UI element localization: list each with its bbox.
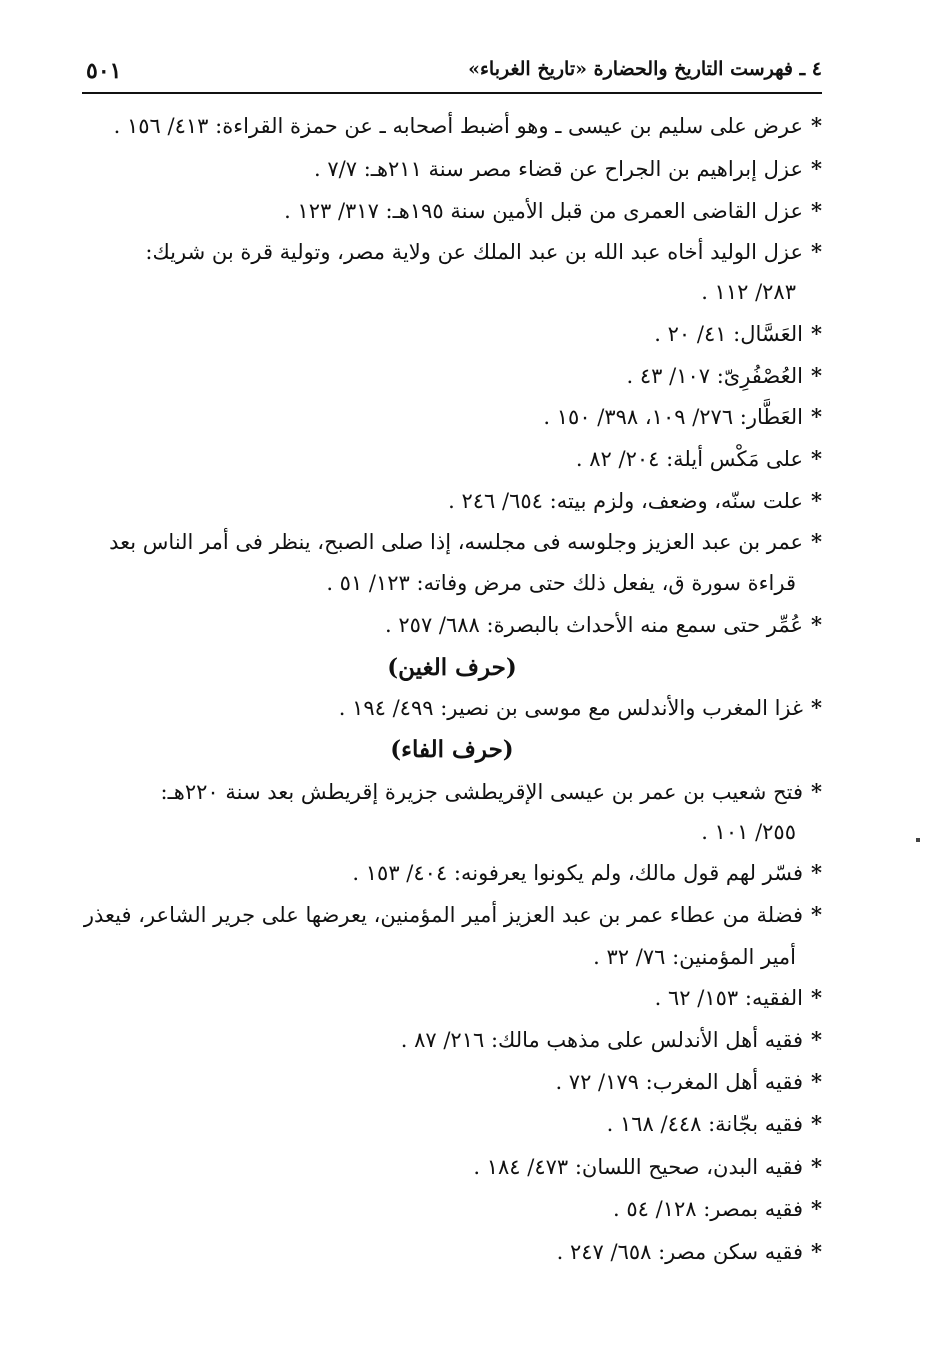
bullet-marker: *	[811, 198, 822, 223]
entry-text: علت سنّه، وضعف، ولزم بيته: ٦٥٤/ ٢٤٦ .	[448, 489, 804, 513]
bullet-marker: *	[811, 239, 822, 264]
entry-text: قراءة سورة ق، يفعل ذلك حتى مرض وفاته: ١٢٣/ ٥١ .	[326, 571, 796, 595]
entry-text: عمر بن عبد العزيز وجلوسه فى مجلسه، إذا صلى الصبح، ينظر فى أمر الناس بعد	[109, 530, 804, 554]
page-header	[82, 52, 822, 94]
entry-text: عزل إبراهيم بن الجراح عن قضاء مصر سنة ٢١١هـ: ٧/٧ .	[314, 157, 804, 181]
index-entry	[92, 688, 822, 728]
index-entry	[92, 481, 822, 521]
page-number: ٥٠١	[86, 58, 122, 84]
bullet-marker: *	[811, 1111, 822, 1136]
index-entry	[92, 1062, 822, 1102]
entry-text: أمير المؤمنين: ٧٦/ ٣٢ .	[593, 945, 796, 969]
index-entry	[92, 149, 822, 189]
entry-text: فقيه أهل الأندلس على مذهب مالك: ٢١٦/ ٨٧ .	[400, 1028, 804, 1052]
index-entry	[92, 522, 822, 562]
index-entry-continuation	[96, 272, 796, 312]
bullet-marker: *	[811, 779, 822, 804]
index-entry	[92, 356, 822, 396]
entry-text: فقيه سكن مصر: ٦٥٨/ ٢٤٧ .	[556, 1240, 804, 1264]
index-entry-continuation	[96, 563, 796, 603]
bullet-marker: *	[811, 985, 822, 1010]
entry-text: العَطَّار: ٢٧٦/ ١٠٩، ٣٩٨/ ١٥٠ .	[543, 405, 804, 429]
index-entry	[83, 895, 822, 935]
entry-text: فسّر لهم قول مالك، ولم يكونوا يعرفونه: ٤٠٤/ ١٥٣ .	[352, 861, 804, 885]
running-title: ٤ ـ فهرست التاريخ والحضارة «تاريخ الغرباء»	[468, 58, 822, 80]
section-heading: (حرف الغين)	[387, 654, 517, 681]
index-entry	[92, 978, 822, 1018]
bullet-marker: *	[811, 156, 822, 181]
entry-text: فقيه البدن، صحيح اللسان: ٤٧٣/ ١٨٤ .	[473, 1155, 804, 1179]
index-entry-continuation	[96, 937, 796, 977]
bullet-marker: *	[811, 860, 822, 885]
index-entry	[92, 191, 822, 231]
bullet-marker: *	[811, 488, 822, 513]
entry-text: فقيه بجّانة: ٤٤٨/ ١٦٨ .	[606, 1112, 804, 1136]
bullet-marker: *	[811, 612, 822, 637]
bullet-marker: *	[811, 902, 822, 927]
index-entry	[92, 605, 822, 645]
entry-text: فضلة من عطاء عمر بن عبد العزيز أمير المؤمنين، يعرضها على جرير الشاعر، فيعذر	[83, 903, 804, 927]
entry-text: العُصْفُرِىّ: ١٠٧/ ٤٣ .	[626, 364, 804, 388]
entry-text: ٢٥٥/ ١٠١ .	[701, 820, 796, 844]
bullet-marker: *	[811, 529, 822, 554]
scan-speck	[916, 838, 920, 842]
bullet-marker: *	[811, 446, 822, 471]
bullet-marker: *	[811, 1069, 822, 1094]
index-entry	[92, 314, 822, 354]
index-entry	[92, 1147, 822, 1187]
index-entry-continuation	[96, 812, 796, 852]
entry-text: على مَكْس أيلة: ٢٠٤/ ٨٢ .	[575, 447, 804, 471]
bullet-marker: *	[811, 321, 822, 346]
bullet-marker: *	[811, 695, 822, 720]
index-entry	[92, 853, 822, 893]
bullet-marker: *	[811, 363, 822, 388]
entry-text: ٢٨٣/ ١١٢ .	[701, 280, 796, 304]
entry-text: عُمِّر حتى سمع منه الأحداث بالبصرة: ٦٨٨/ ٢٥٧ .	[385, 613, 804, 637]
bullet-marker: *	[811, 1239, 822, 1264]
entry-text: غزا المغرب والأندلس مع موسى بن نصير: ٤٩٩/ ١٩٤ .	[338, 696, 804, 720]
entry-text: فتح شعيب بن عمر بن عيسى الإقريطشى جزيرة إقريطش بعد سنة ٢٢٠هـ:	[160, 780, 804, 804]
entry-text: فقيه أهل المغرب: ١٧٩/ ٧٢ .	[555, 1070, 804, 1094]
index-entry	[92, 772, 822, 812]
index-entry	[92, 1104, 822, 1144]
section-heading: (حرف الفاء)	[390, 736, 514, 763]
index-entry	[92, 106, 822, 146]
bullet-marker: *	[811, 404, 822, 429]
index-entry	[92, 1189, 822, 1229]
entry-text: العَسَّال: ٤١/ ٢٠ .	[654, 322, 804, 346]
entry-text: عزل القاضى العمرى من قبل الأمين سنة ١٩٥هـ: ٣١٧/ ١٢٣ .	[284, 199, 804, 223]
entry-text: عزل الوليد أخاه عبد الله بن عبد الملك عن ولاية مصر، وتولية قرة بن شريك:	[145, 240, 804, 264]
bullet-marker: *	[811, 1027, 822, 1052]
index-entry	[92, 397, 822, 437]
entry-text: الفقيه: ١٥٣/ ٦٢ .	[654, 986, 804, 1010]
bullet-marker: *	[811, 1154, 822, 1179]
bullet-marker: *	[811, 113, 822, 138]
index-entry	[92, 232, 822, 272]
entry-text: فقيه بمصر: ١٢٨/ ٥٤ .	[613, 1197, 804, 1221]
index-entry	[92, 1020, 822, 1060]
entry-text: عرض على سليم بن عيسى ـ وهو أضبط أصحابه ـ عن حمزة القراءة: ٤١٣/ ١٥٦ .	[113, 114, 804, 138]
index-entry	[92, 439, 822, 479]
bullet-marker: *	[811, 1196, 822, 1221]
index-entry	[92, 1232, 822, 1272]
